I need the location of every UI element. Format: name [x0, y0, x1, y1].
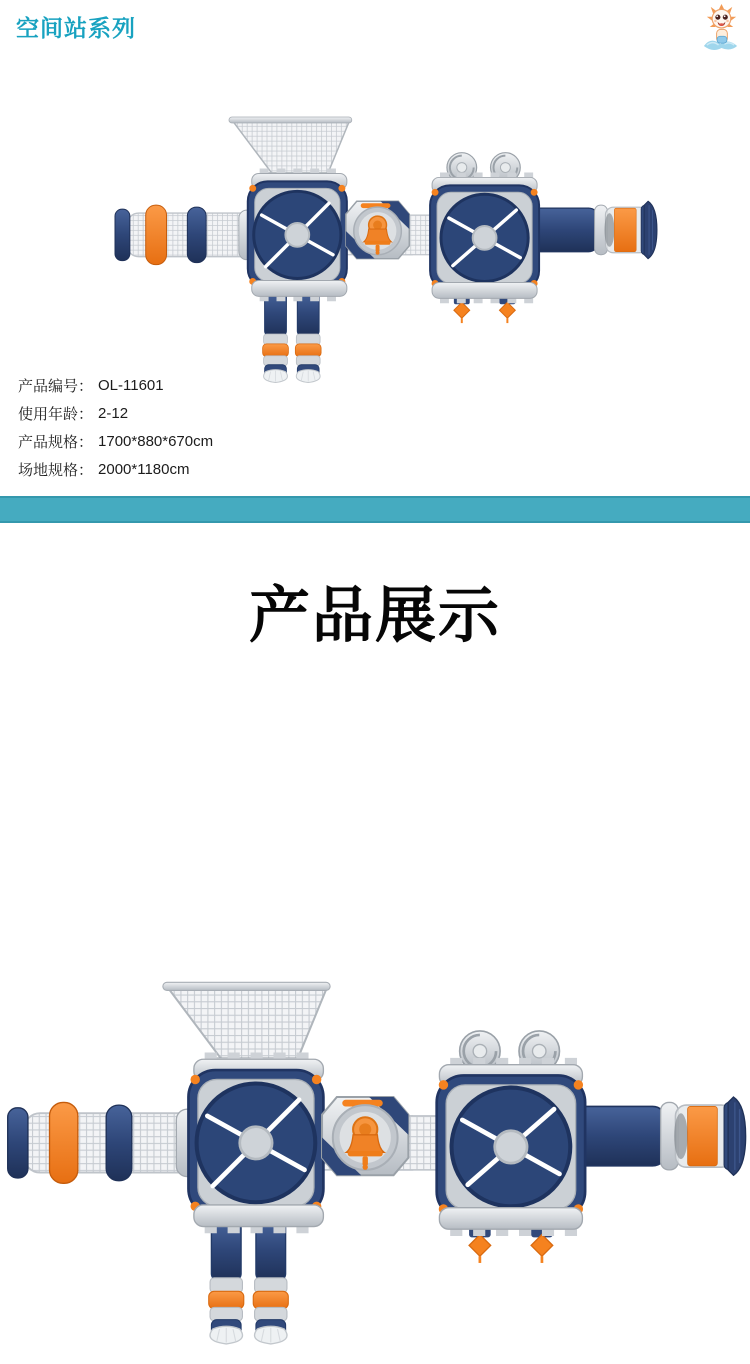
info-value: 2-12 [98, 404, 129, 422]
info-label: 产品规格： [18, 433, 94, 451]
info-value: 2000*1180cm [98, 460, 190, 478]
info-label: 使用年龄： [18, 405, 94, 423]
teal-divider-bar [0, 496, 750, 523]
info-row-age-range [18, 399, 213, 427]
page-title: 空间站系列 [16, 15, 136, 41]
dragon-mascot-icon [699, 3, 744, 54]
info-label: 场地规格： [18, 461, 94, 479]
product-render-small [113, 116, 658, 384]
info-row-product-size [18, 427, 213, 455]
product-info-block [18, 371, 213, 483]
section-heading: 产品展示 [248, 581, 501, 649]
info-value: 1700*880*670cm [98, 432, 214, 450]
info-row-product-code [18, 371, 213, 399]
info-label: 产品编号： [18, 377, 94, 395]
info-value: OL-11601 [98, 376, 164, 394]
product-render-large [5, 981, 747, 1345]
info-row-site-size [18, 455, 213, 483]
